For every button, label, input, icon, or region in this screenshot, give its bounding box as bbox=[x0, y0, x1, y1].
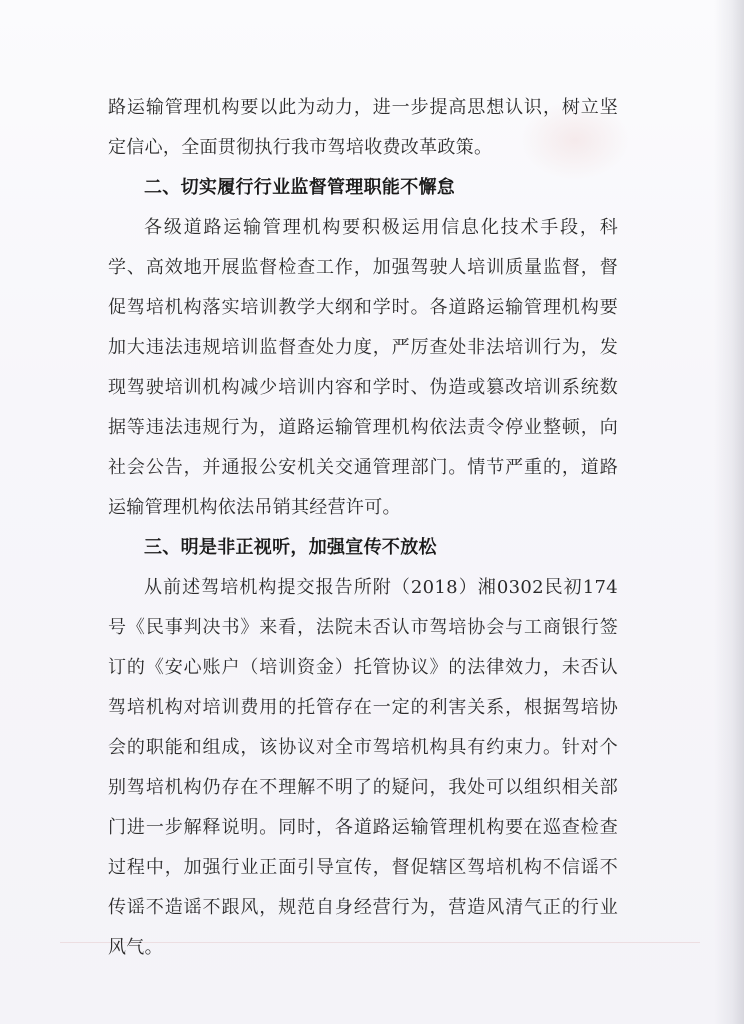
paragraph-3: 从前述驾培机构提交报告所附（2018）湘0302民初174号《民事判决书》来看，法院未否认市驾培协会与工商银行签订的《安心账户（培训资金）托管协议》的法律效力，未否认驾培机构对培训费用的托管存在一定的利害关系，根据驾培协会的职能和组成，该协议对全市驾培机构具有约束力。针对个别驾培机构仍存在不理解不明了的疑问，我处可以组织相关部门进一步解释说明。同时，各道路运输管理机构要在巡查检查过程中，加强行业正面引导宣传，督促辖区驾培机构不信谣不传谣不造谣不跟风，规范自身经营行为，营造风清气正的行业风气。 bbox=[108, 577, 618, 958]
page-edge-shadow bbox=[714, 0, 744, 1024]
paragraph-2: 各级道路运输管理机构要积极运用信息化技术手段，科学、高效地开展监督检查工作，加强驾驶人培训质量监督，督促驾培机构落实培训教学大纲和学时。各道路运输管理机构要加大违法违规培训监督查处力度，严厉查处非法培训行为，发现驾驶培训机构减少培训内容和学时、伪造或篡改培训系统数据等违法违规行为，道路运输管理机构依法责令停业整顿，向社会公告，并通报公安机关交通管理部门。情节严重的，道路运输管理机构依法吊销其经营许可。 bbox=[108, 217, 618, 518]
paragraph-1: 路运输管理机构要以此为动力，进一步提高思想认识，树立坚定信心，全面贯彻执行我市驾培收费改革政策。 bbox=[108, 97, 618, 158]
section-heading-3: 三、明是非正视听，加强宣传不放松 bbox=[144, 537, 437, 558]
document-body bbox=[108, 88, 618, 968]
section-heading-2: 二、切实履行行业监督管理职能不懈怠 bbox=[144, 177, 456, 198]
